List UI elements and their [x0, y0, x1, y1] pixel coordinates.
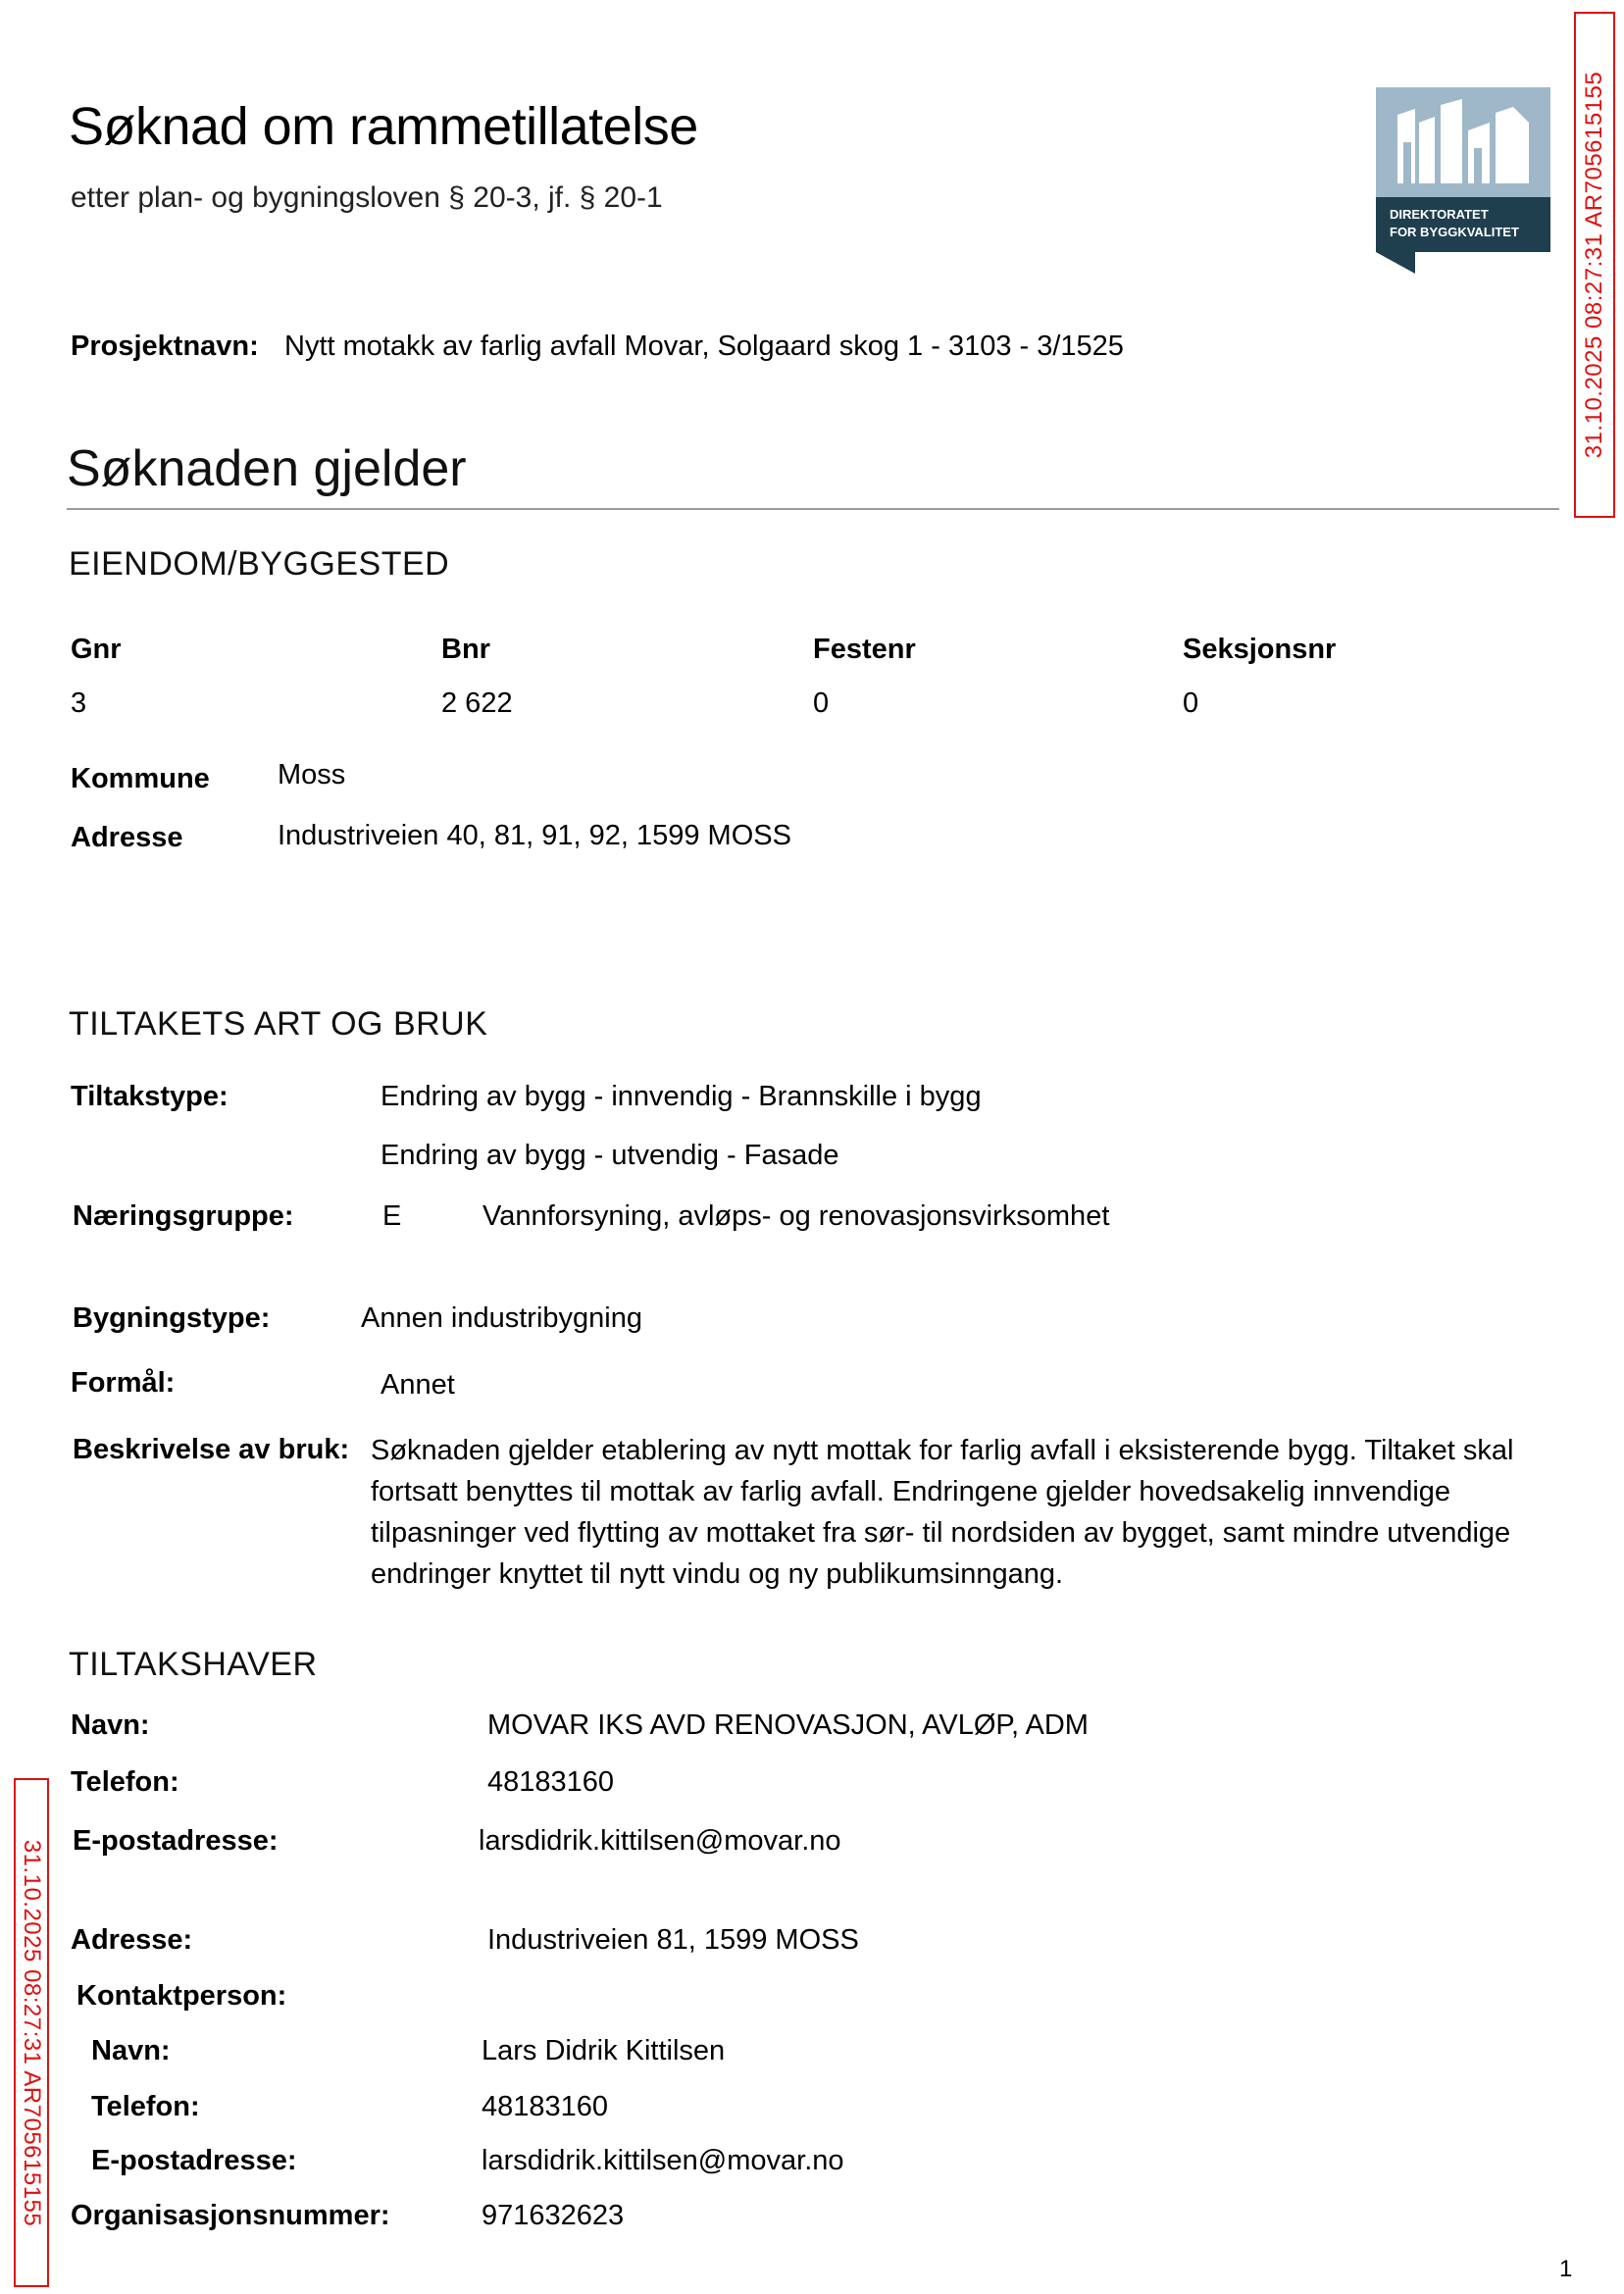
- bnr-label: Bnr: [441, 634, 490, 665]
- document-title: Søknad om rammetillatelse: [69, 97, 698, 156]
- measure-heading: TILTAKETS ART OG BRUK: [69, 1005, 488, 1043]
- naeringsgruppe-label: Næringsgruppe:: [73, 1200, 294, 1232]
- owner-telefon-label: Telefon:: [71, 1766, 179, 1798]
- project-label: Prosjektnavn:: [71, 331, 259, 362]
- formal-label: Formål:: [71, 1367, 176, 1399]
- svg-text:FOR BYGGKVALITET: FOR BYGGKVALITET: [1390, 225, 1519, 239]
- beskrivelse-label: Beskrivelse av bruk:: [73, 1434, 350, 1465]
- gnr-value: 3: [71, 688, 87, 719]
- dibk-logo: [1376, 87, 1550, 274]
- formal-value: Annet: [381, 1369, 455, 1401]
- kommune-label: Kommune: [71, 763, 210, 794]
- naeringsgruppe-code: E: [382, 1200, 402, 1232]
- owner-telefon-value: 48183160: [487, 1766, 615, 1798]
- kommune-value: Moss: [278, 759, 346, 790]
- owner-adresse-label: Adresse:: [71, 1924, 193, 1956]
- adresse-label: Adresse: [71, 822, 183, 853]
- svg-text:DIREKTORATET: DIREKTORATET: [1390, 207, 1489, 222]
- section-title: Søknaden gjelder: [67, 440, 467, 497]
- owner-navn-label: Navn:: [71, 1709, 150, 1741]
- orgnr-label: Organisasjonsnummer:: [71, 2200, 390, 2231]
- kontakt-epost-value: larsdidrik.kittilsen@movar.no: [482, 2145, 844, 2176]
- date-stamp-text: 31.10.2025 08:27:31 AR705615155: [1581, 71, 1607, 459]
- project-value: Nytt motakk av farlig avfall Movar, Solgaard skog 1 - 3103 - 3/1525: [284, 331, 1124, 362]
- document-subtitle: etter plan- og bygningsloven § 20-3, jf. § 20-1: [71, 181, 663, 214]
- kontakt-telefon-label: Telefon:: [91, 2091, 200, 2122]
- owner-navn-value: MOVAR IKS AVD RENOVASJON, AVLØP, ADM: [487, 1709, 1089, 1741]
- tiltakstype-value-2: Endring av bygg - utvendig - Fasade: [381, 1140, 839, 1171]
- owner-epost-label: E-postadresse:: [73, 1825, 279, 1857]
- orgnr-value: 971632623: [482, 2200, 625, 2231]
- date-stamp-left: [14, 1778, 49, 2287]
- date-stamp-text: 31.10.2025 08:27:31 AR705615155: [19, 1839, 45, 2226]
- owner-adresse-value: Industriveien 81, 1599 MOSS: [487, 1924, 859, 1956]
- section-divider: [67, 508, 1559, 510]
- tiltakstype-value-1: Endring av bygg - innvendig - Brannskille i bygg: [381, 1081, 982, 1112]
- festenr-value: 0: [813, 688, 830, 719]
- owner-heading: TILTAKSHAVER: [69, 1646, 318, 1683]
- date-stamp-right: [1574, 12, 1615, 518]
- kontakt-navn-label: Navn:: [91, 2035, 171, 2066]
- bnr-value: 2 622: [441, 688, 513, 719]
- seksjonsnr-label: Seksjonsnr: [1183, 634, 1337, 665]
- seksjonsnr-value: 0: [1183, 688, 1199, 719]
- naeringsgruppe-text: Vannforsyning, avløps- og renovasjonsvirksomhet: [482, 1200, 1110, 1232]
- tiltakstype-label: Tiltakstype:: [71, 1081, 228, 1112]
- page-number: 1: [1559, 2256, 1573, 2282]
- kontakt-epost-label: E-postadresse:: [91, 2145, 297, 2176]
- owner-epost-value: larsdidrik.kittilsen@movar.no: [479, 1825, 841, 1857]
- kontakt-label: Kontaktperson:: [76, 1980, 287, 2012]
- gnr-label: Gnr: [71, 634, 122, 665]
- bygningstype-label: Bygningstype:: [73, 1302, 271, 1334]
- bygningstype-value: Annen industribygning: [361, 1302, 642, 1334]
- kontakt-telefon-value: 48183160: [482, 2091, 609, 2122]
- adresse-value: Industriveien 40, 81, 91, 92, 1599 MOSS: [278, 820, 791, 851]
- kontakt-navn-value: Lars Didrik Kittilsen: [482, 2035, 726, 2066]
- festenr-label: Festenr: [813, 634, 916, 665]
- beskrivelse-value: Søknaden gjelder etablering av nytt mottak for farlig avfall i eksisterende bygg. Tiltaket skal fortsatt benyttes til mottak av farlig avfall. Endringene gjelder hovedsakelig innvendige tilpasninger ved flytting av mottaket fra sør- til nordsiden av bygget, samt mindre utvendige endringer knyttet til nytt vindu og ny publikumsinngang.: [371, 1435, 1514, 1590]
- property-heading: EIENDOM/BYGGESTED: [69, 545, 450, 583]
